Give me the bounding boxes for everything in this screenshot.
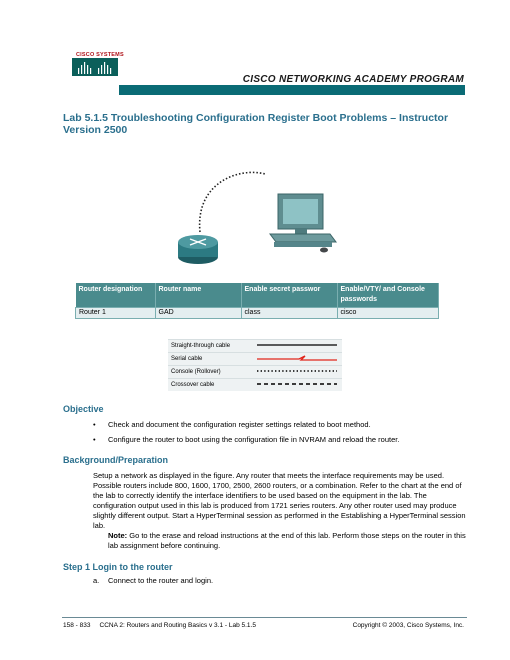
objective-heading: Objective [63,404,104,414]
note-text: Go to the erase and reload instructions at the end of this lab. Perform those steps on the router in this lab assignment before continuing. [108,531,466,550]
router-table [75,283,439,319]
column-header: Enable secret passwor [241,283,337,308]
column-header: Router designation [76,283,156,308]
background-heading: Background/Preparation [63,455,169,465]
footer-divider [62,617,467,618]
cable-legend [168,339,342,391]
column-header: Enable/VTY/ and Console passwords [337,283,439,308]
table-row [76,308,439,319]
table-cell: GAD [155,308,241,319]
legend-row [168,366,342,379]
crossover-line-icon [255,380,339,388]
legend-row [168,340,342,353]
note-label: Note: [108,531,128,540]
objective-item: Check and document the configuration register settings related to boot method. [108,420,371,429]
bullet-icon: • [93,435,96,444]
straight-through-line-icon [255,341,339,349]
step1-item: Connect to the router and login. [108,576,214,585]
page-title: Lab 5.1.5 Troubleshooting Configuration Register Boot Problems – Instructor Version 2500 [63,112,449,136]
router-icon [178,235,218,264]
legend-label: Console (Rollover) [168,366,252,379]
serial-cable-line-icon [255,354,339,362]
bullet-icon: • [93,420,96,429]
table-cell: class [241,308,337,319]
network-topology-figure [170,162,340,277]
table-cell: cisco [337,308,439,319]
legend-row [168,379,342,392]
note-paragraph [108,531,470,551]
footer-copyright: Copyright © 2003, Cisco Systems, Inc. [352,622,464,629]
legend-label: Serial cable [168,353,252,366]
workstation-icon [270,194,336,253]
cisco-logo-icon [72,58,118,76]
legend-label: Straight-through cable [168,340,252,353]
table-header-row [76,283,439,308]
cisco-logo-text: CISCO SYSTEMS [76,52,124,58]
step1-heading: Step 1 Login to the router [63,562,173,572]
objective-item: Configure the router to boot using the configuration file in NVRAM and reload the router. [108,435,400,444]
console-cable [200,172,265,232]
legend-label: Crossover cable [168,379,252,392]
program-title: CISCO NETWORKING ACADEMY PROGRAM [242,74,464,85]
header-bar [119,85,465,95]
footer-left: 158 - 833 CCNA 2: Routers and Routing Basics v 3.1 - Lab 5.1.5 [63,622,256,629]
step-marker: a. [93,576,100,585]
background-paragraph: Setup a network as displayed in the figure. Any router that meets the interface requirements may be used. Possible routers include 800, 1600, 1700, 2500, 2600 routers, or a combination. Refer to the chart at the end of the lab to correctly identify the interface identifiers to be used based on the equipment in the lab. The configuration output used in this lab is produced from 1721 series routers. Any other router used may produce slightly different output. Start a HyperTerminal session as performed in the Establishing a HyperTerminal session lab. [93,471,466,530]
legend-row [168,353,342,366]
table-cell: Router 1 [76,308,156,319]
column-header: Router name [155,283,241,308]
rollover-line-icon [255,367,339,375]
